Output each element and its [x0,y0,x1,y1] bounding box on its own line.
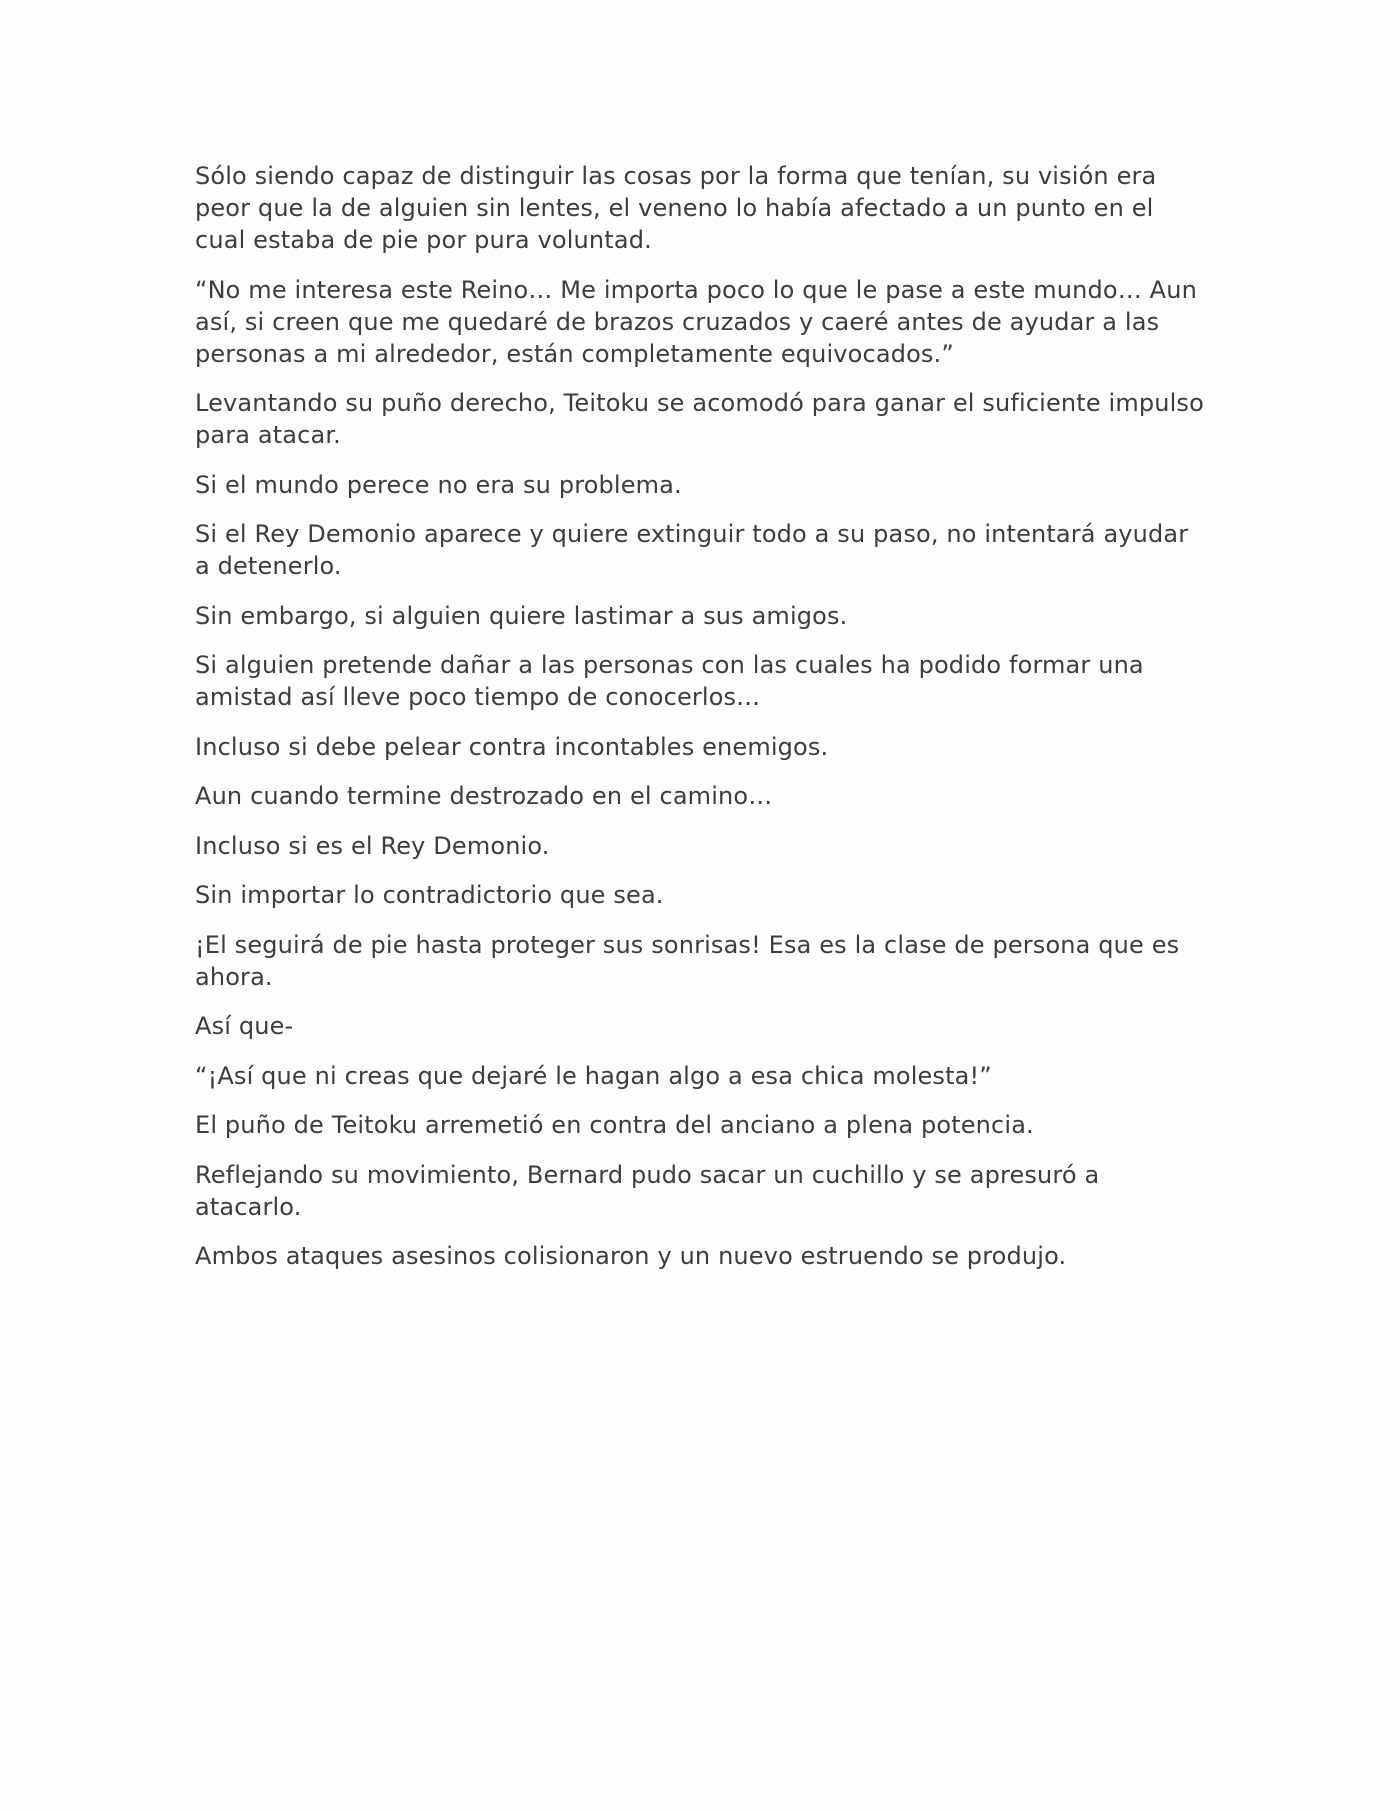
paragraph: Sólo siendo capaz de distinguir las cosas por la forma que tenían, su visión era peor que la de alguien sin lentes, el veneno lo había afectado a un punto en el cual estaba de pie por pura voluntad. [195,162,1157,254]
paragraph: Ambos ataques asesinos colisionaron y un nuevo estruendo se produjo. [195,1242,1067,1270]
paragraph: Aun cuando termine destrozado en el camino… [195,782,773,810]
paragraph: Incluso si es el Rey Demonio. [195,831,550,860]
paragraph: ¡El seguirá de pie hasta proteger sus sonrisas! Esa es la clase de persona que es ahora. [195,930,1180,991]
paragraph: Sin importar lo contradictorio que sea. [195,881,664,909]
paragraph: Si el mundo perece no era su problema. [195,470,682,499]
paragraph: “¡Así que ni creas que dejaré le hagan algo a esa chica molesta!” [195,1061,992,1090]
document-body [195,160,1205,1290]
paragraph: Reflejando su movimiento, Bernard pudo sacar un cuchillo y se apresuró a atacarlo. [195,1160,1100,1221]
paragraph: Así que- [195,1012,294,1040]
paragraph: El puño de Teitoku arremetió en contra del anciano a plena potencia. [195,1111,1034,1139]
paragraph: Incluso si debe pelear contra incontables enemigos. [195,732,829,761]
paragraph: “No me interesa este Reino… Me importa poco lo que le pase a este mundo… Aun así, si creen que me quedaré de brazos cruzados y caeré antes de ayudar a las personas a mi alrededor, están completamente equivocados.” [195,275,1197,368]
paragraph: Si alguien pretende dañar a las personas con las cuales ha podido formar una amistad así lleve poco tiempo de conocerlos… [195,651,1144,711]
paragraph: Sin embargo, si alguien quiere lastimar a sus amigos. [195,601,848,630]
paragraph: Levantando su puño derecho, Teitoku se acomodó para ganar el suficiente impulso para atacar. [195,389,1204,449]
paragraph: Si el Rey Demonio aparece y quiere extinguir todo a su paso, no intentará ayudar a detenerlo. [195,520,1189,580]
